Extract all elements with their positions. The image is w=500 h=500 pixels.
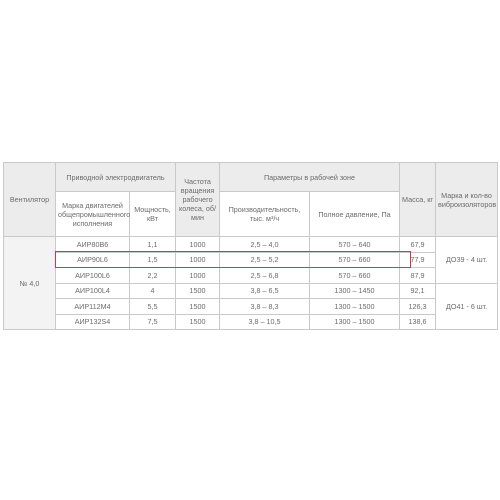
header-capacity: Производительность, тыс. м³/ч: [220, 192, 310, 237]
table-row: [4, 299, 498, 315]
pressure-cell: 570 – 660: [310, 252, 400, 268]
motor-cell: АИР90L6: [56, 252, 130, 268]
speed-cell: 1500: [176, 314, 220, 330]
motor-cell: АИР100L4: [56, 283, 130, 299]
header-pressure: Полное давление, Па: [310, 192, 400, 237]
pressure-cell: 570 – 660: [310, 268, 400, 284]
specs-table: [3, 162, 498, 330]
header-power: Мощность, кВт: [130, 192, 176, 237]
pressure-cell: 1300 – 1450: [310, 283, 400, 299]
mass-cell: 92,1: [400, 283, 436, 299]
mass-cell: 87,9: [400, 268, 436, 284]
table-row: [4, 237, 498, 253]
table-row: [4, 314, 498, 330]
isolators-cell: ДО39 - 4 шт.: [436, 237, 498, 284]
mass-cell: 67,9: [400, 237, 436, 253]
isolators-cell: ДО41 - 6 шт.: [436, 283, 498, 330]
header-drive-motor: Приводной электродвигатель: [56, 163, 176, 192]
speed-cell: 1000: [176, 237, 220, 253]
motor-cell: АИР80В6: [56, 237, 130, 253]
mass-cell: 77,9: [400, 252, 436, 268]
motor-cell: АИР112М4: [56, 299, 130, 315]
power-cell: 2,2: [130, 268, 176, 284]
table-row: [4, 268, 498, 284]
speed-cell: 1000: [176, 252, 220, 268]
table-row: [4, 252, 498, 268]
power-cell: 4: [130, 283, 176, 299]
table-row: [4, 283, 498, 299]
power-cell: 5,5: [130, 299, 176, 315]
mass-cell: 126,3: [400, 299, 436, 315]
mass-cell: 138,6: [400, 314, 436, 330]
capacity-cell: 2,5 – 6,8: [220, 268, 310, 284]
motor-cell: АИР100L6: [56, 268, 130, 284]
speed-cell: 1000: [176, 268, 220, 284]
header-vibration-isolators: Марка и кол-во виброизоляторов: [436, 163, 498, 237]
header-row-1: [4, 163, 498, 192]
header-fan: Вентилятор: [4, 163, 56, 237]
capacity-cell: 3,8 – 6,5: [220, 283, 310, 299]
header-work-zone-params: Параметры в рабочей зоне: [220, 163, 400, 192]
capacity-cell: 2,5 – 4,0: [220, 237, 310, 253]
motor-cell: АИР132S4: [56, 314, 130, 330]
header-impeller-speed: Частота вращения рабочего колеса, об/мин: [176, 163, 220, 237]
header-mass: Масса, кг: [400, 163, 436, 237]
power-cell: 1,1: [130, 237, 176, 253]
header-motor-brand: Марка двигателей общепромышленного исполнения: [56, 192, 130, 237]
capacity-cell: 3,8 – 8,3: [220, 299, 310, 315]
speed-cell: 1500: [176, 299, 220, 315]
capacity-cell: 2,5 – 5,2: [220, 252, 310, 268]
pressure-cell: 1300 – 1500: [310, 299, 400, 315]
power-cell: 1,5: [130, 252, 176, 268]
power-cell: 7,5: [130, 314, 176, 330]
speed-cell: 1500: [176, 283, 220, 299]
pressure-cell: 570 – 640: [310, 237, 400, 253]
pressure-cell: 1300 – 1500: [310, 314, 400, 330]
capacity-cell: 3,8 – 10,5: [220, 314, 310, 330]
fan-cell: № 4,0: [4, 237, 56, 330]
